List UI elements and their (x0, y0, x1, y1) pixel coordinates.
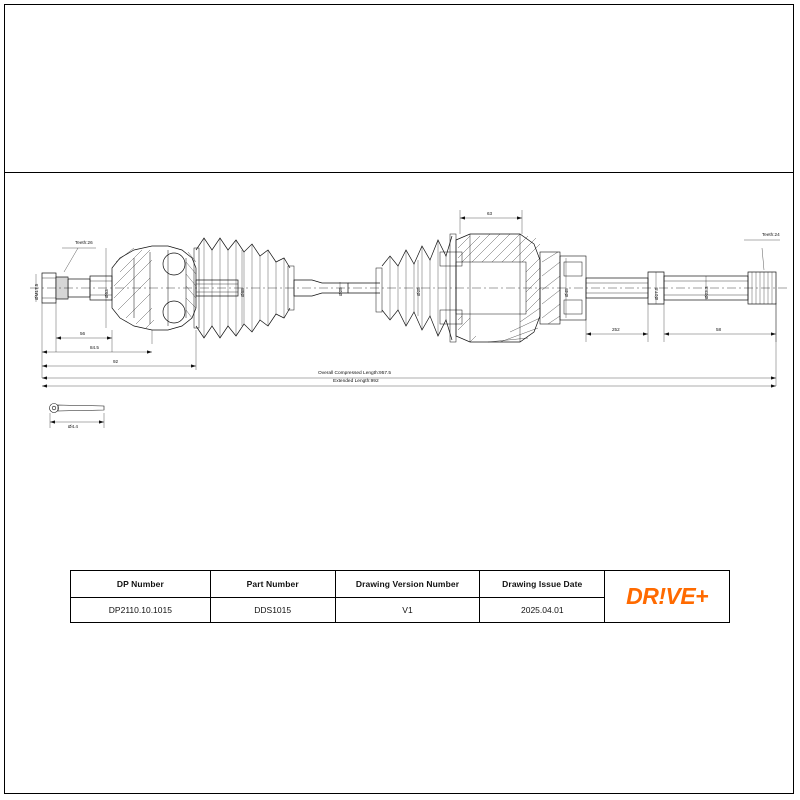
dim-tripod-diameter: Ø25 (416, 287, 421, 296)
dim-left-hub: Ø53 (104, 289, 109, 298)
dim-pin-diameter: Ø4.4 (68, 424, 78, 429)
dim-84-5: 84.5 (90, 345, 99, 350)
title-block-column-logo (605, 571, 729, 622)
dim-left-boot: Ø88 (240, 288, 245, 297)
issue-date-header: Drawing Issue Date (480, 571, 604, 598)
issue-date-value: 2025.04.01 (521, 605, 564, 615)
dim-right-shaft-b: Ø23.3 (704, 286, 709, 299)
dim-teeth-left: Teeth:26 (75, 240, 93, 245)
dim-58: 58 (716, 327, 722, 332)
dim-teeth-right: Teeth:24 (762, 232, 780, 237)
dim-extended-length: Extended Length:992 (333, 379, 379, 384)
title-block-column-part-number (211, 571, 336, 622)
part-number-value: DDS1015 (254, 605, 292, 615)
dim-mid-shaft: Ø25 (338, 287, 343, 296)
dim-56: 56 (80, 331, 86, 336)
brand-logo-text: DR!VE+ (626, 583, 709, 609)
title-block-column-drawing-version (336, 571, 481, 622)
title-block (70, 570, 730, 623)
dim-overall-compressed: Overall Compressed Length:957.5 (318, 371, 392, 376)
dp-number-value: DP2110.10.1015 (108, 605, 172, 615)
drawing-version-header: Drawing Version Number (336, 571, 480, 598)
dim-bearing: Ø45 (564, 288, 569, 297)
dim-252: 252 (612, 327, 620, 332)
part-number-header: Part Number (211, 571, 335, 598)
brand-logo (605, 571, 729, 622)
dim-right-shaft-a: Ø27.5 (654, 287, 659, 300)
title-block-column-dp-number (71, 571, 211, 622)
title-block-column-issue-date (480, 571, 605, 622)
dp-number-header: DP Number (71, 571, 210, 598)
dim-92: 92 (113, 359, 119, 364)
dim-63: 63 (487, 211, 493, 216)
dim-left-diameter: ØM17.5 (34, 283, 39, 300)
drawing-version-value: V1 (402, 605, 413, 615)
